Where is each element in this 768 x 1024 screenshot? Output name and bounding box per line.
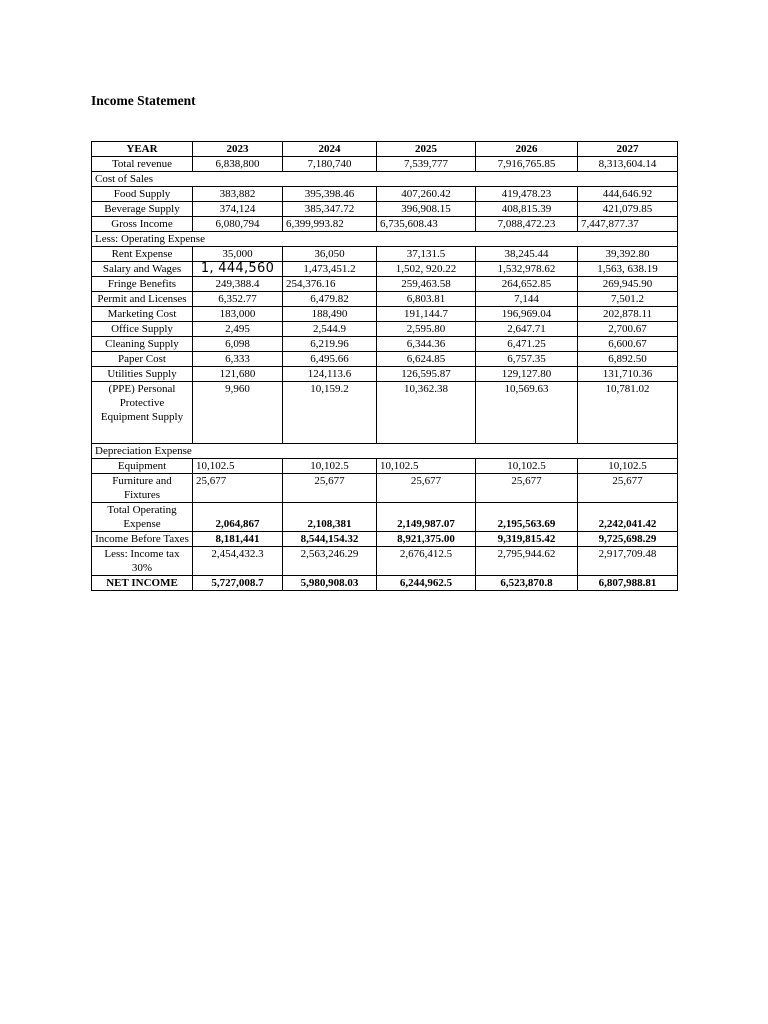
cell-2025: 6,803.81 — [377, 292, 476, 307]
cell-2024: 25,677 — [283, 474, 377, 503]
header-year: YEAR — [92, 142, 193, 157]
cell-2027: 421,079.85 — [578, 202, 678, 217]
row-label: Fringe Benefits — [92, 277, 193, 292]
cell-2023: 6,838,800 — [193, 157, 283, 172]
cell-2023: 8,181,441 — [193, 532, 283, 547]
table-row-ppe-supply — [92, 382, 678, 444]
cell-2024: 1,473,451.2 — [283, 262, 377, 277]
row-label: Permit and Licenses — [92, 292, 193, 307]
section-label: Cost of Sales — [92, 172, 678, 187]
row-label: Furniture and Fixtures — [92, 474, 193, 503]
cell-2023: 374,124 — [193, 202, 283, 217]
cell-2025: 1,502, 920.22 — [377, 262, 476, 277]
cell-2026: 7,144 — [476, 292, 578, 307]
cell-2026: 419,478.23 — [476, 187, 578, 202]
cell-2023: 5,727,008.7 — [193, 576, 283, 591]
cell-2024: 254,376.16 — [283, 277, 377, 292]
cell-2023: 2,495 — [193, 322, 283, 337]
cell-2027: 6,807,988.81 — [578, 576, 678, 591]
row-label: Rent Expense — [92, 247, 193, 262]
cell-2027: 9,725,698.29 — [578, 532, 678, 547]
row-label: NET INCOME — [92, 576, 193, 591]
row-label: Equipment — [92, 459, 193, 474]
cell-2026: 408,815.39 — [476, 202, 578, 217]
cell-2025: 2,595.80 — [377, 322, 476, 337]
table-row-income-tax — [92, 547, 678, 576]
table-row-cleaning-supply — [92, 337, 678, 352]
cell-2026: 6,757.35 — [476, 352, 578, 367]
cell-2024: 7,180,740 — [283, 157, 377, 172]
table-row-food-supply — [92, 187, 678, 202]
cell-2027: 2,700.67 — [578, 322, 678, 337]
table-row-equipment — [92, 459, 678, 474]
cell-2025: 2,676,412.5 — [377, 547, 476, 576]
section-row-depreciation-expense — [92, 444, 678, 459]
cell-2025: 191,144.7 — [377, 307, 476, 322]
cell-2026: 7,916,765.85 — [476, 157, 578, 172]
row-label: Beverage Supply — [92, 202, 193, 217]
cell-2026: 7,088,472.23 — [476, 217, 578, 232]
cell-2023: 9,960 — [193, 382, 283, 444]
cell-2025: 10,362.38 — [377, 382, 476, 444]
cell-2027: 2,242,041.42 — [578, 503, 678, 532]
row-label: Utilities Supply — [92, 367, 193, 382]
cell-2025: 6,344.36 — [377, 337, 476, 352]
cell-2024: 6,479.82 — [283, 292, 377, 307]
cell-2026: 6,471.25 — [476, 337, 578, 352]
header-2026: 2026 — [476, 142, 578, 157]
cell-2025: 6,735,608.43 — [377, 217, 476, 232]
cell-2027: 10,102.5 — [578, 459, 678, 474]
page-title: Income Statement — [91, 93, 196, 108]
cell-2025: 259,463.58 — [377, 277, 476, 292]
header-2025: 2025 — [377, 142, 476, 157]
row-label: Gross Income — [92, 217, 193, 232]
table-row-total-operating-expense — [92, 503, 678, 532]
table-row-utilities-supply — [92, 367, 678, 382]
cell-2025: 396,908.15 — [377, 202, 476, 217]
row-label: Food Supply — [92, 187, 193, 202]
cell-2024: 385,347.72 — [283, 202, 377, 217]
section-label: Depreciation Expense — [92, 444, 678, 459]
cell-2023: 10,102.5 — [193, 459, 283, 474]
cell-2024: 2,563,246.29 — [283, 547, 377, 576]
cell-2027: 444,646.92 — [578, 187, 678, 202]
table-row-rent-expense — [92, 247, 678, 262]
section-row-cost-of-sales — [92, 172, 678, 187]
table-row-total-revenue — [92, 157, 678, 172]
cell-2025: 25,677 — [377, 474, 476, 503]
cell-2027: 7,447,877.37 — [578, 217, 678, 232]
cell-2023: 2,064,867 — [193, 503, 283, 532]
cell-2026: 25,677 — [476, 474, 578, 503]
table-row-net-income — [92, 576, 678, 591]
table-row-furniture-fixtures — [92, 474, 678, 503]
cell-2024: 6,399,993.82 — [283, 217, 377, 232]
cell-2025: 126,595.87 — [377, 367, 476, 382]
cell-2027: 10,781.02 — [578, 382, 678, 444]
cell-2025: 8,921,375.00 — [377, 532, 476, 547]
cell-2024: 6,219.96 — [283, 337, 377, 352]
table-row-permit-licenses — [92, 292, 678, 307]
cell-2024: 2,544.9 — [283, 322, 377, 337]
cell-2024: 188,490 — [283, 307, 377, 322]
cell-2024: 2,108,381 — [283, 503, 377, 532]
cell-2023: 2,454,432.3 — [193, 547, 283, 576]
table-row-gross-income — [92, 217, 678, 232]
cell-2023: 249,388.4 — [193, 277, 283, 292]
cell-2024: 10,159.2 — [283, 382, 377, 444]
cell-2027: 8,313,604.14 — [578, 157, 678, 172]
row-label: Paper Cost — [92, 352, 193, 367]
cell-2027: 39,392.80 — [578, 247, 678, 262]
cell-2027: 202,878.11 — [578, 307, 678, 322]
table-row-salary-wages — [92, 262, 678, 277]
row-label: Office Supply — [92, 322, 193, 337]
header-row — [92, 142, 678, 157]
row-label: (PPE) Personal Protective Equipment Supply — [92, 382, 193, 444]
cell-2025: 6,244,962.5 — [377, 576, 476, 591]
cell-2025: 7,539,777 — [377, 157, 476, 172]
cell-2023: 6,080,794 — [193, 217, 283, 232]
table-row-beverage-supply — [92, 202, 678, 217]
cell-2026: 6,523,870.8 — [476, 576, 578, 591]
cell-2027: 269,945.90 — [578, 277, 678, 292]
cell-2023: 35,000 — [193, 247, 283, 262]
header-2024: 2024 — [283, 142, 377, 157]
cell-2026: 196,969.04 — [476, 307, 578, 322]
cell-2026: 10,569.63 — [476, 382, 578, 444]
cell-2024: 395,398.46 — [283, 187, 377, 202]
cell-2023: 383,882 — [193, 187, 283, 202]
cell-2026: 264,652.85 — [476, 277, 578, 292]
cell-2024: 5,980,908.03 — [283, 576, 377, 591]
cell-2027: 25,677 — [578, 474, 678, 503]
cell-2024: 36,050 — [283, 247, 377, 262]
cell-2027: 6,600.67 — [578, 337, 678, 352]
cell-2027: 7,501.2 — [578, 292, 678, 307]
row-label: Less: Income tax 30% — [92, 547, 193, 576]
cell-2023: 6,352.77 — [193, 292, 283, 307]
cell-2025: 407,260.42 — [377, 187, 476, 202]
cell-2026: 10,102.5 — [476, 459, 578, 474]
cell-2023: 183,000 — [193, 307, 283, 322]
cell-2025: 37,131.5 — [377, 247, 476, 262]
income-statement-table — [91, 141, 678, 591]
cell-2027: 2,917,709.48 — [578, 547, 678, 576]
cell-2024: 124,113.6 — [283, 367, 377, 382]
table-row-income-before-taxes — [92, 532, 678, 547]
cell-2026: 1,532,978.62 — [476, 262, 578, 277]
row-label: Total revenue — [92, 157, 193, 172]
header-2023: 2023 — [193, 142, 283, 157]
cell-2024: 10,102.5 — [283, 459, 377, 474]
cell-2024: 8,544,154.32 — [283, 532, 377, 547]
table-row-office-supply — [92, 322, 678, 337]
row-label: Total Operating Expense — [92, 503, 193, 532]
cell-2023: 6,333 — [193, 352, 283, 367]
cell-2026: 2,195,563.69 — [476, 503, 578, 532]
row-label: Cleaning Supply — [92, 337, 193, 352]
cell-2023: 1, 444,560 — [193, 262, 283, 277]
cell-2025: 2,149,987.07 — [377, 503, 476, 532]
row-label: Marketing Cost — [92, 307, 193, 322]
table-row-fringe-benefits — [92, 277, 678, 292]
cell-2025: 10,102.5 — [377, 459, 476, 474]
cell-2023: 25,677 — [193, 474, 283, 503]
cell-2026: 2,795,944.62 — [476, 547, 578, 576]
cell-2024: 6,495.66 — [283, 352, 377, 367]
header-2027: 2027 — [578, 142, 678, 157]
row-label: Income Before Taxes — [92, 532, 193, 547]
table-row-paper-cost — [92, 352, 678, 367]
section-row-operating-expense — [92, 232, 678, 247]
table-row-marketing-cost — [92, 307, 678, 322]
section-label: Less: Operating Expense — [92, 232, 678, 247]
cell-2027: 6,892.50 — [578, 352, 678, 367]
cell-2026: 9,319,815.42 — [476, 532, 578, 547]
cell-2027: 1,563, 638.19 — [578, 262, 678, 277]
cell-2027: 131,710.36 — [578, 367, 678, 382]
cell-2023: 121,680 — [193, 367, 283, 382]
cell-2025: 6,624.85 — [377, 352, 476, 367]
cell-2026: 2,647.71 — [476, 322, 578, 337]
row-label: Salary and Wages — [92, 262, 193, 277]
cell-2026: 38,245.44 — [476, 247, 578, 262]
cell-2026: 129,127.80 — [476, 367, 578, 382]
cell-2023: 6,098 — [193, 337, 283, 352]
